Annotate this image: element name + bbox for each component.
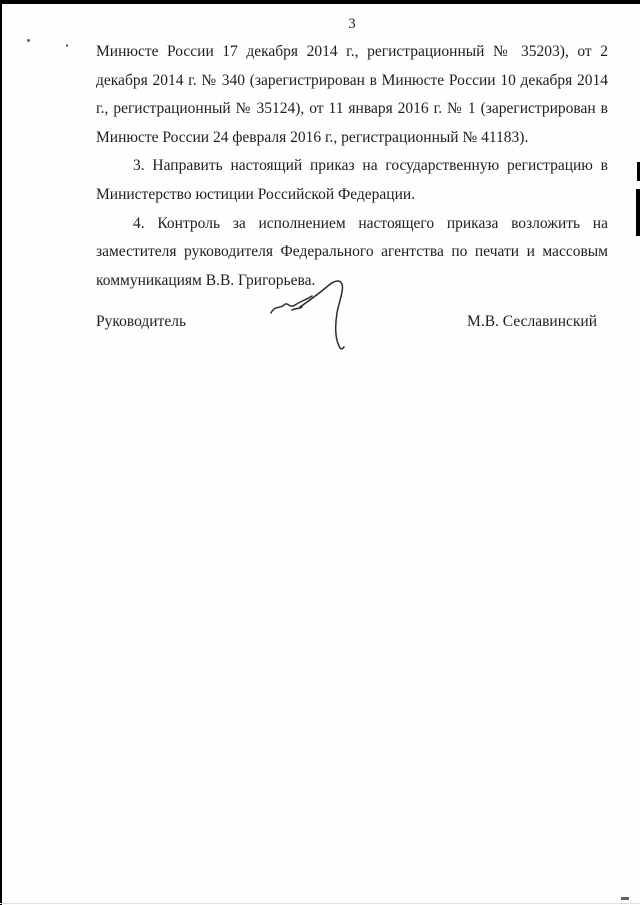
paragraph-item-3: 3. Направить настоящий приказ на государственную регистрацию в Министерство юстиции Российской Федерации.	[96, 157, 608, 203]
signature	[266, 280, 384, 354]
signer-title: Руководитель	[96, 313, 187, 331]
scan-speck	[27, 39, 30, 42]
scan-speck	[66, 44, 68, 47]
paragraph-item-4: 4. Контроль за исполнением настоящего приказа возложить на заместителя руководителя Федерального агентства по печати и массовым коммуникациям В.В. Григорьева.	[96, 214, 608, 289]
signer-name: М.В. Сеславинский	[467, 313, 597, 331]
scan-artifact-left-line	[0, 0, 2, 905]
scan-artifact-bottom-hairline	[0, 903, 640, 904]
scan-artifact-top-bar	[0, 0, 640, 4]
scan-artifact-bottom-dash	[621, 897, 629, 900]
paragraph-continuation: Минюсте России 17 декабря 2014 г., регистрационный № 35203), от 2 декабря 2014 г. № 340 (зарегистрирован в Минюсте России 10 декабря 2014 г., регистрационный № 35124), от 11 января 2016 г. № 1 (зарегистрирован в Минюсте России 24 февраля 2016 г., регистрационный № 41183).	[96, 43, 608, 146]
page-number: 3	[348, 16, 356, 32]
scan-artifact-right-tick	[636, 189, 640, 236]
